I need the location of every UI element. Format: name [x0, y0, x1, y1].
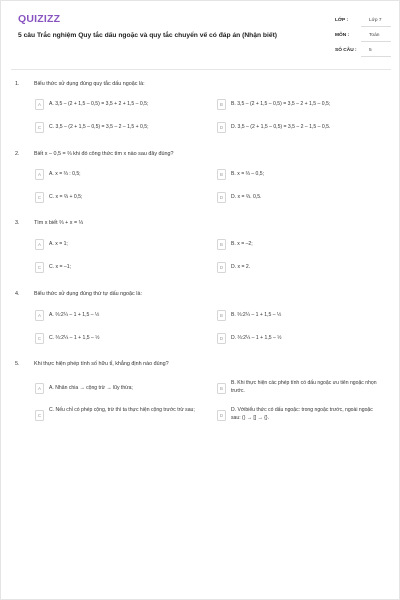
question-text: Biểu thức sử dụng đúng quy tắc dấu ngoặc là: — [34, 81, 145, 87]
question-text: Biết x – 0,5 = ⅔ khi đó công thức tìm x nào sau đây đúng? — [34, 151, 174, 157]
question-number: 4. — [15, 291, 20, 297]
worksheet-title: 5 câu Trắc nghiệm Quy tắc dấu ngoặc và quy tắc chuyển vế có đáp án (Nhận biết) — [18, 32, 278, 39]
option-letter-box: C — [35, 192, 44, 203]
option-letter-box: C — [35, 410, 44, 421]
option-letter-box: A — [35, 169, 44, 180]
question-text: Khi thực hiện phép tính số hữu tỉ, khẳng định nào đúng? — [34, 361, 169, 367]
option-text: B. x = ⅔ – 0,5; — [231, 171, 264, 177]
question-text: Tìm x biết ⅔ + x = ⅓ — [34, 220, 84, 226]
quizizz-logo: QUIZIZZ — [18, 13, 61, 25]
question-number: 3. — [15, 220, 20, 226]
meta-subject — [335, 32, 391, 42]
meta-value: Lớp 7 — [361, 18, 391, 27]
option-text: B. 3,5 – (2 + 1,5 – 0,5) = 3,5 – 2 + 1,5 – 0,5; — [231, 101, 331, 107]
option-letter-box: C — [35, 122, 44, 133]
option-text: C. 3,5 – (2 + 1,5 – 0,5) = 3,5 – 2 – 1,5 + 0,5; — [49, 124, 149, 130]
option-text: A. x = ⅔ : 0,5; — [49, 171, 81, 177]
option-text: D. 3,5 – (2 + 1,5 – 0,5) = 3,5 – 2 – 1,5 – 0,5. — [231, 124, 331, 130]
meta-label: MÔN : — [335, 33, 350, 38]
option-text: A. 3,5 – (2 + 1,5 – 0,5) = 3,5 + 2 + 1,5 – 0,5; — [49, 101, 149, 107]
option-text: C. x = –1; — [49, 264, 71, 270]
option-text: A. x = 1; — [49, 241, 68, 247]
meta-class — [335, 17, 391, 27]
option-letter-box: D — [217, 192, 226, 203]
question-text: Biểu thức sử dụng đúng thứ tự dấu ngoặc là: — [34, 291, 142, 297]
option-text: A. Nhân chia → cộng trừ → lũy thừa; — [49, 385, 133, 391]
option-text: C. x = ⅔ + 0,5; — [49, 194, 83, 200]
option-text: D. ⅔:2¼ – 1 + 1,5 – ½ — [231, 335, 282, 341]
option-text: D. x = 2. — [231, 264, 251, 270]
option-letter-box: B — [217, 239, 226, 250]
option-letter-box: D — [217, 262, 226, 273]
question-number: 5. — [15, 361, 20, 367]
meta-label: LỚP : — [335, 18, 349, 23]
question-number: 1. — [15, 81, 20, 87]
option-text: D. x = ⅔. 0,5. — [231, 194, 262, 200]
meta-label: SỐ CÂU : — [335, 48, 357, 53]
option-letter-box: B — [217, 169, 226, 180]
question-number: 2. — [15, 151, 20, 157]
option-letter-box: A — [35, 239, 44, 250]
header-divider — [11, 69, 391, 70]
option-letter-box: C — [35, 262, 44, 273]
option-letter-box: B — [217, 383, 226, 394]
meta-value: Toán — [361, 33, 391, 42]
meta-count — [335, 47, 391, 57]
option-letter-box: A — [35, 383, 44, 394]
option-letter-box: C — [35, 333, 44, 344]
option-text: A. ⅔:2¼ – 1 + 1,5 – ½ — [49, 312, 100, 318]
option-text: C. ⅔:2¼ – 1 + 1,5 – ½ — [49, 335, 100, 341]
option-text: B. ⅔:2¼ – 1 + 1,5 – ½ — [231, 312, 282, 318]
option-letter-box: B — [217, 310, 226, 321]
meta-value: 5 — [361, 48, 391, 57]
option-letter-box: D — [217, 122, 226, 133]
option-letter-box: A — [35, 99, 44, 110]
option-letter-box: A — [35, 310, 44, 321]
option-text: D. Vớibiểu thức có dấu ngoặc: trong ngoặc trước, ngoài ngoặc sau: () → [] → {}. — [231, 407, 373, 421]
option-text: B. Khi thực hiện các phép tính có dấu ngoặc ưu tiên ngoặc nhọn trước. — [231, 380, 377, 394]
option-letter-box: D — [217, 410, 226, 421]
option-text: C. Nếu chỉ có phép cộng, trừ thì ta thực hiện cộng trước trừ sau; — [49, 407, 195, 413]
option-text: B. x = –2; — [231, 241, 253, 247]
option-letter-box: B — [217, 99, 226, 110]
option-letter-box: D — [217, 333, 226, 344]
worksheet-header — [1, 1, 400, 67]
